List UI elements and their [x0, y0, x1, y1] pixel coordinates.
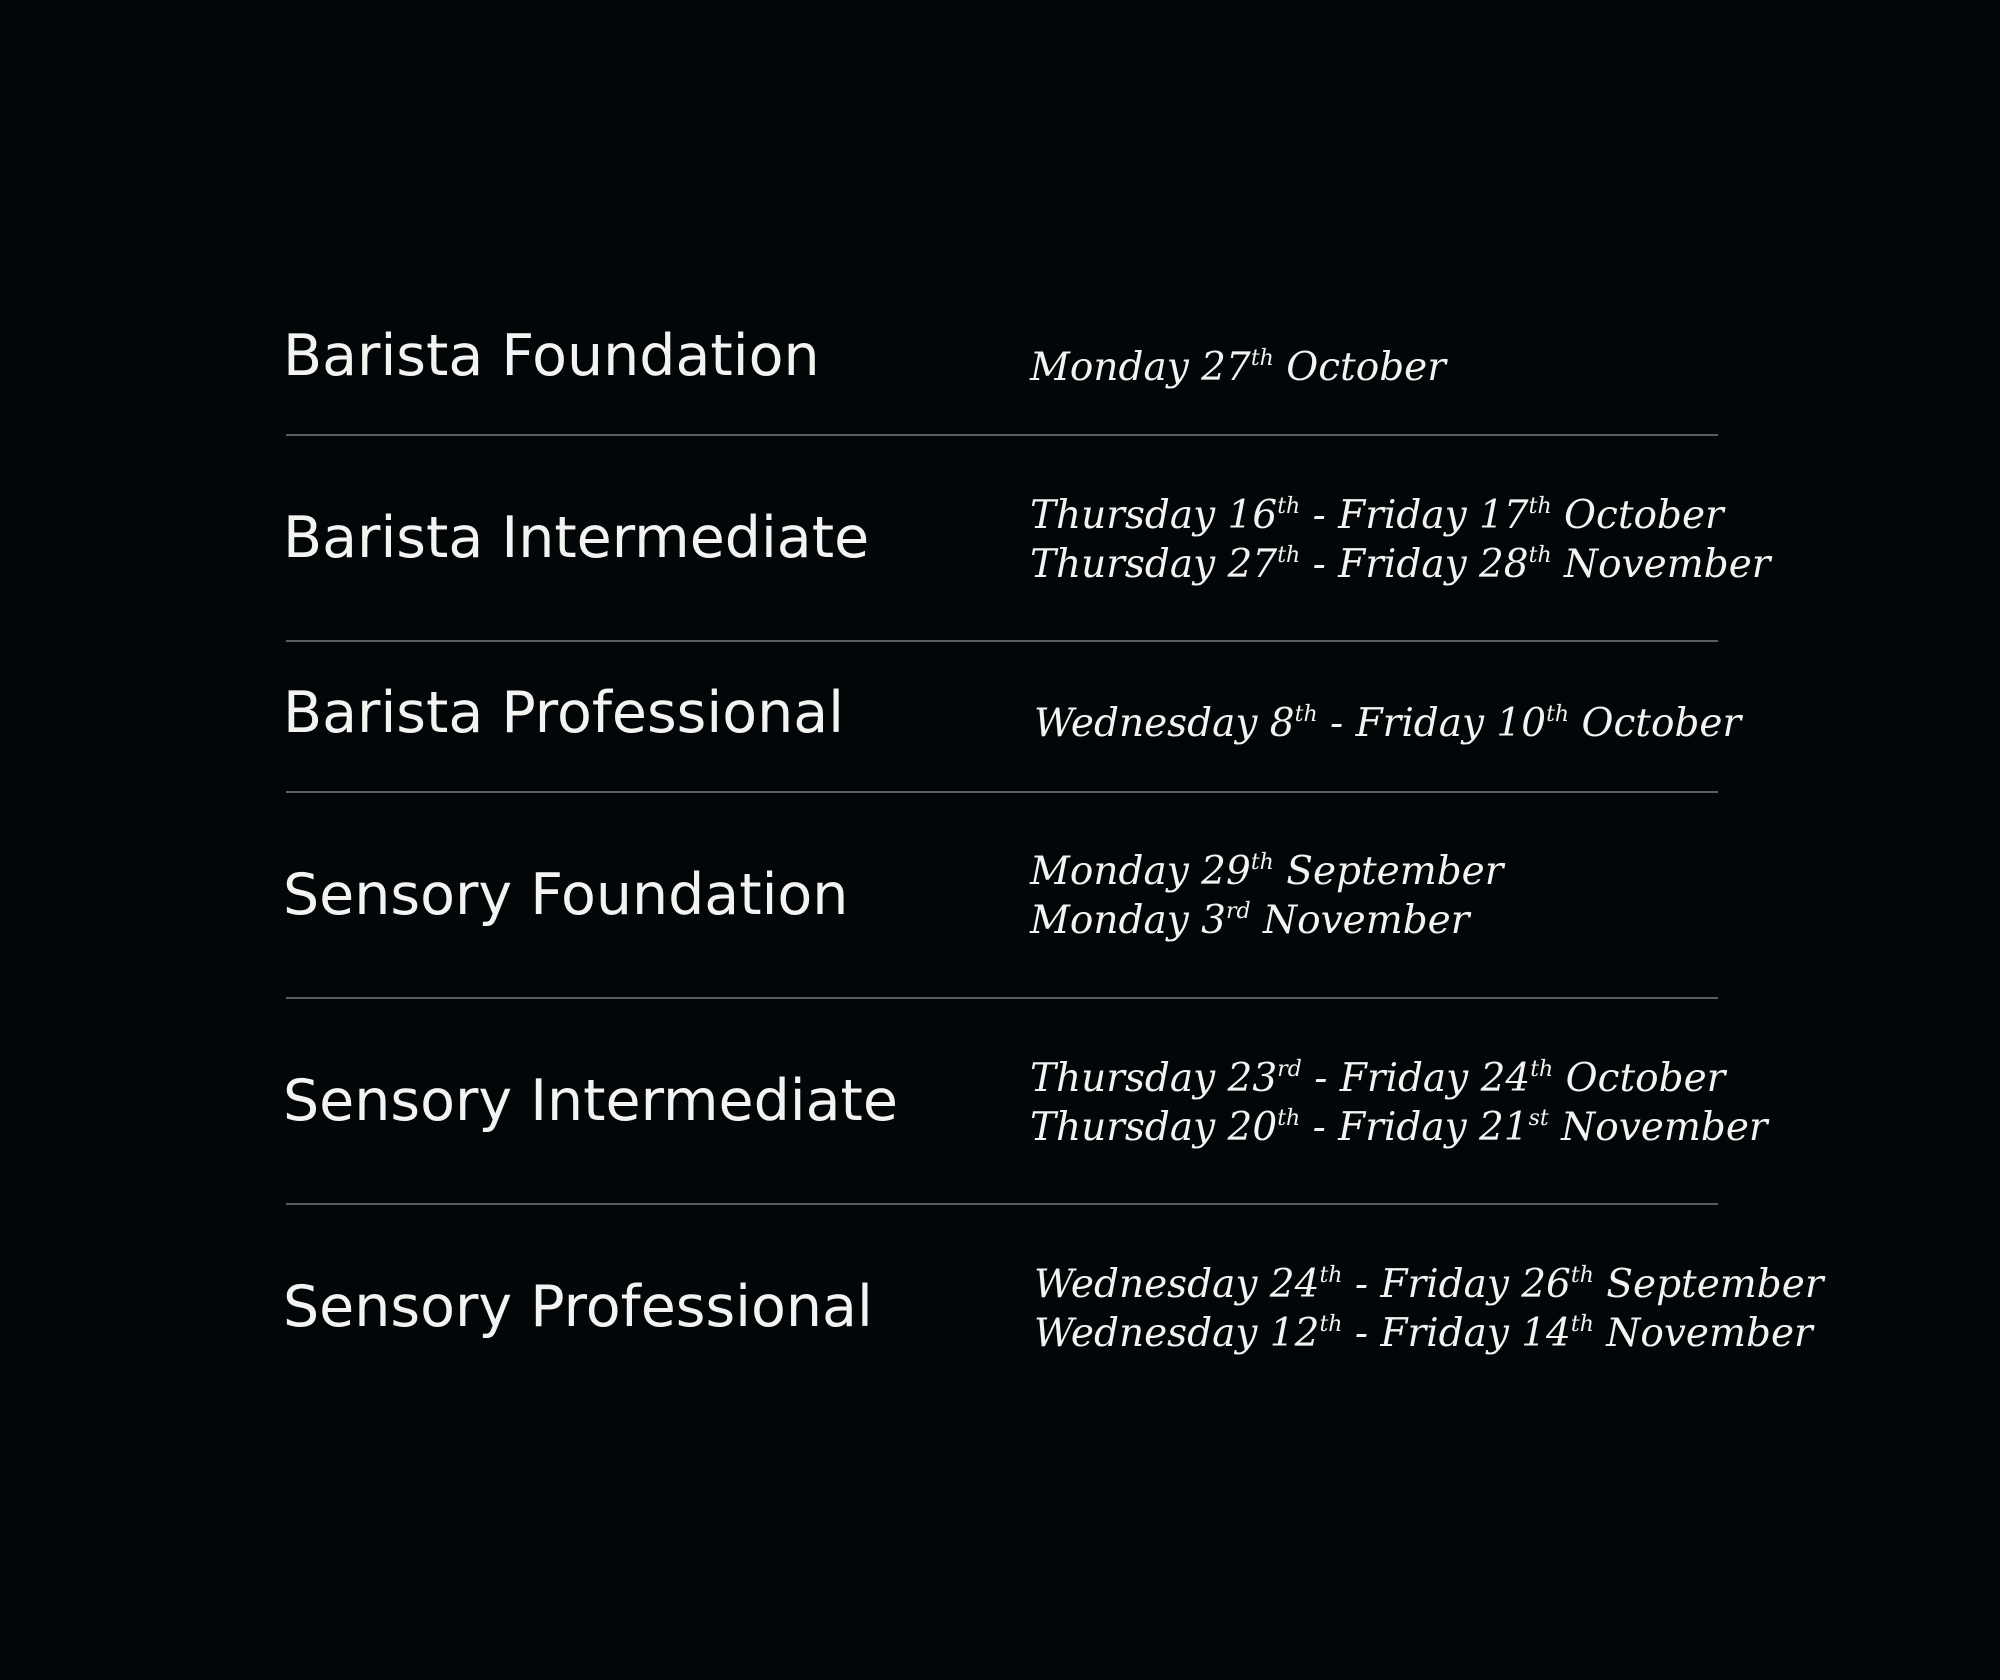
date-text: November — [1593, 1311, 1813, 1356]
date-text: October — [1551, 493, 1724, 538]
course-row-barista-professional — [283, 640, 1742, 791]
course-dates — [1030, 491, 1770, 589]
date-text: October — [1273, 345, 1446, 390]
date-text: Wednesday 24 — [1034, 1262, 1320, 1307]
ordinal-suffix: th — [1319, 1312, 1343, 1337]
ordinal-suffix: th — [1277, 543, 1301, 568]
course-row-sensory-intermediate — [283, 997, 1768, 1203]
date-text: Thursday 16 — [1030, 493, 1278, 538]
ordinal-suffix: st — [1528, 1106, 1549, 1131]
date-line — [1034, 1260, 1823, 1309]
ordinal-suffix: th — [1277, 494, 1301, 519]
ordinal-suffix: th — [1250, 346, 1274, 371]
ordinal-suffix: th — [1528, 543, 1552, 568]
date-text: November — [1250, 898, 1470, 943]
date-text: - Friday 10 — [1317, 701, 1547, 746]
ordinal-suffix: th — [1294, 702, 1318, 727]
date-text: - Friday 28 — [1300, 542, 1529, 587]
date-text: Wednesday 12 — [1034, 1311, 1320, 1356]
date-text: Thursday 27 — [1030, 542, 1278, 587]
date-text: - Friday 26 — [1342, 1262, 1571, 1307]
course-dates — [1034, 1260, 1823, 1358]
date-text: October — [1553, 1056, 1726, 1101]
course-row-barista-foundation — [283, 300, 1718, 434]
date-line — [1030, 540, 1770, 589]
date-line — [1030, 1054, 1768, 1103]
ordinal-suffix: rd — [1226, 899, 1251, 924]
course-dates — [1034, 699, 1741, 748]
course-name: Barista Intermediate — [283, 505, 870, 571]
date-line — [1034, 699, 1741, 748]
date-line — [1030, 847, 1503, 896]
date-text: Monday 27 — [1030, 345, 1251, 390]
course-dates — [1030, 1054, 1768, 1152]
date-line — [1030, 343, 1446, 392]
course-name: Barista Professional — [283, 680, 844, 746]
date-line — [1030, 1103, 1768, 1152]
course-row-barista-intermediate — [283, 434, 1771, 640]
ordinal-suffix: th — [1528, 494, 1552, 519]
date-line — [1034, 1309, 1823, 1358]
date-line — [1030, 896, 1503, 945]
course-dates — [1030, 343, 1446, 392]
course-name: Sensory Foundation — [283, 862, 849, 928]
date-text: September — [1593, 1262, 1824, 1307]
course-row-sensory-foundation — [283, 791, 1718, 997]
ordinal-suffix: rd — [1277, 1057, 1302, 1082]
date-text: November — [1551, 542, 1771, 587]
course-row-sensory-professional — [283, 1203, 1824, 1395]
course-schedule — [283, 300, 1824, 1395]
ordinal-suffix: th — [1277, 1106, 1301, 1131]
date-line — [1030, 491, 1770, 540]
ordinal-suffix: th — [1546, 702, 1570, 727]
course-name: Sensory Professional — [283, 1274, 873, 1340]
ordinal-suffix: th — [1570, 1263, 1594, 1288]
date-text: Thursday 23 — [1030, 1056, 1278, 1101]
course-name: Barista Foundation — [283, 323, 820, 389]
ordinal-suffix: th — [1250, 850, 1274, 875]
date-text: - Friday 24 — [1301, 1056, 1531, 1101]
course-name: Sensory Intermediate — [283, 1068, 898, 1134]
ordinal-suffix: th — [1570, 1312, 1594, 1337]
ordinal-suffix: th — [1530, 1057, 1554, 1082]
ordinal-suffix: th — [1319, 1263, 1343, 1288]
date-text: Monday 3 — [1030, 898, 1226, 943]
course-dates — [1030, 847, 1503, 945]
date-text: Monday 29 — [1030, 849, 1251, 894]
date-text: Wednesday 8 — [1034, 701, 1295, 746]
date-text: - Friday 14 — [1342, 1311, 1571, 1356]
date-text: Thursday 20 — [1030, 1105, 1278, 1150]
date-text: - Friday 21 — [1300, 1105, 1529, 1150]
date-text: September — [1273, 849, 1504, 894]
date-text: November — [1548, 1105, 1768, 1150]
date-text: October — [1569, 701, 1742, 746]
date-text: - Friday 17 — [1300, 493, 1529, 538]
